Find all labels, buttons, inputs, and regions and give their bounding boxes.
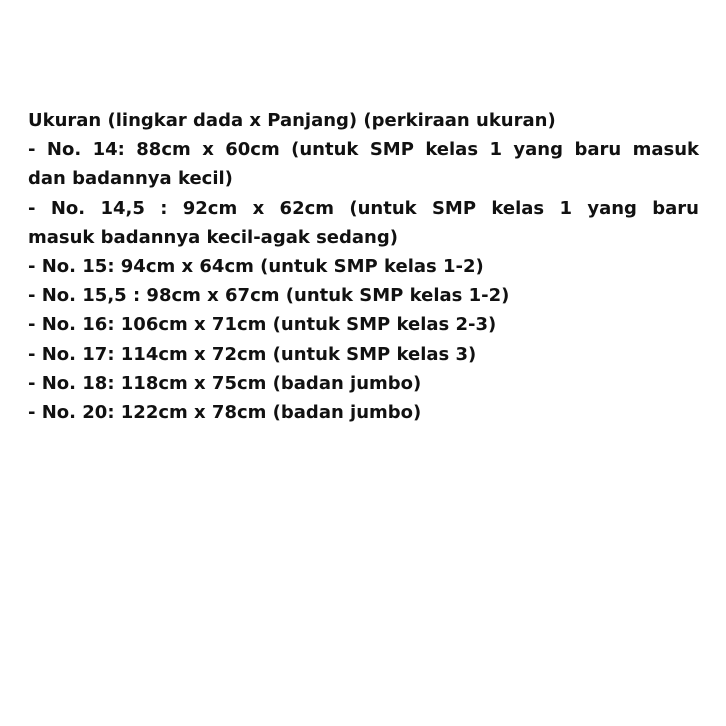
size-item-no-15: - No. 15: 94cm x 64cm (untuk SMP kelas 1-2) <box>28 256 484 278</box>
size-item-no-16: - No. 16: 106cm x 71cm (untuk SMP kelas 2-3) <box>28 314 497 336</box>
size-item-row: - No. 14: 88cm x 60cm (untuk SMP kelas 1 yang baru masuk <box>28 139 699 161</box>
size-item-row: - No. 14,5 : 92cm x 62cm (untuk SMP kelas 1 yang baru <box>28 197 699 219</box>
size-item-no-14-5 <box>28 194 699 252</box>
size-item-no-17: - No. 17: 114cm x 72cm (untuk SMP kelas 3) <box>28 343 477 365</box>
size-item-no-18: - No. 18: 118cm x 75cm (badan jumbo) <box>28 372 422 394</box>
size-item-no-14 <box>28 135 699 193</box>
size-item-row: masuk badannya kecil-agak sedang) <box>28 226 398 248</box>
size-chart-heading: Ukuran (lingkar dada x Panjang) (perkiraan ukuran) <box>28 110 556 131</box>
size-item-no-15-5: - No. 15,5 : 98cm x 67cm (untuk SMP kelas 1-2) <box>28 285 510 307</box>
size-item-row: dan badannya kecil) <box>28 168 233 190</box>
size-chart-text <box>28 106 699 427</box>
size-item-no-20: - No. 20: 122cm x 78cm (badan jumbo) <box>28 402 422 424</box>
